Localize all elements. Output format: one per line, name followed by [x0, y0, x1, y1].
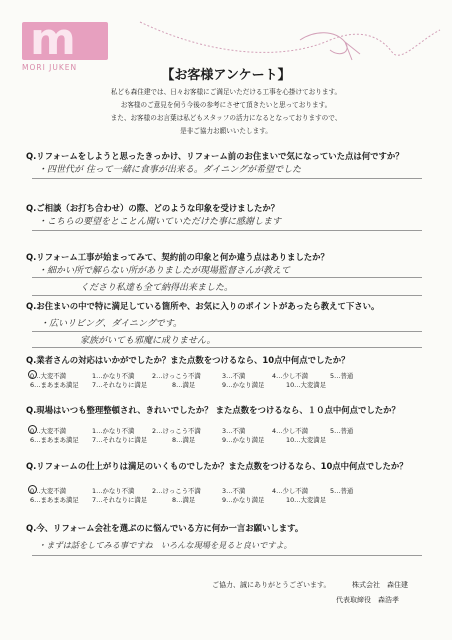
- answer-4-line-1: ・広いリビング、ダイニングです。: [40, 319, 183, 329]
- rating-2-option: 0…大変不満: [30, 427, 67, 435]
- page-title: 【お客様アンケート】: [161, 68, 291, 83]
- question-1: Q.リフォームをしようと思ったきっかけ、リフォーム前のお住まいで気になっていた点は何ですか？: [26, 151, 404, 161]
- rating-3-option: 6…まあまあ満足: [30, 496, 79, 504]
- rating-2-option: 10…大変満足: [286, 436, 327, 444]
- intro-line: 私ども森住建では、日々お客様にご満足いただける工事を心掛けております。: [110, 88, 342, 96]
- rating-2-option: 1…かなり不満: [92, 427, 135, 435]
- rating-1-option: 0…大変不満: [30, 372, 67, 380]
- rating-question-2: Q.現場はいつも整理整頓され、きれいでしたか？ また点数をつけるなら、１０点中何点でしたか？: [26, 405, 400, 415]
- intro-line: 是非ご協力お願いいたします。: [180, 127, 272, 135]
- selected-circle: [28, 425, 37, 434]
- rating-3-option: 0…大変不満: [30, 487, 67, 495]
- rating-question-1: Q.業者さんの対応はいかがでしたか？また点数をつけるなら、10点中何点でしたか？: [26, 355, 350, 365]
- rating-3-option: 8…満足: [172, 496, 196, 504]
- footer-representative: 代表取締役 森浩孝: [336, 596, 399, 604]
- intro-line: また、お客様のお言葉は私どもスタッフの活力になるとなっておりますので、: [110, 114, 342, 122]
- question-4: Q.お住まいの中で特に満足している箇所や、お気に入りのポイントがあったら教えて下さい。: [26, 301, 380, 311]
- rating-2-option: 3…不満: [222, 427, 246, 435]
- rating-3-option: 10…大変満足: [286, 496, 327, 504]
- logo-mark: m: [30, 14, 74, 65]
- answer-underline: [32, 178, 422, 179]
- answer-3-line-2: くださり私達も全て納得出来ました。: [80, 283, 234, 293]
- intro-line: お客様のご意見を伺う今後の参考にさせて頂きたいと思っております。: [120, 101, 332, 109]
- rating-1-option: 5…普通: [330, 372, 354, 380]
- rating-2-option: 8…満足: [172, 436, 196, 444]
- rating-1-option: 4…少し不満: [272, 372, 309, 380]
- selected-circle: [28, 370, 37, 379]
- question-last: Q.今、リフォーム会社を選ぶのに悩んでいる方に何か一言お願いします。: [26, 523, 304, 533]
- answer-2-line-1: ・こちらの要望をとことん聞いていただけた事に感謝します: [38, 217, 282, 227]
- rating-2-option: 4…少し不満: [272, 427, 309, 435]
- question-3: Q.リフォーム工事が始まってみて、契約前の印象と何か違う点はありましたか？: [26, 252, 329, 262]
- answer-last: ・まずは話をしてみる事ですね いろんな現場を見ると良いですよ。: [38, 540, 292, 550]
- rating-2-option: 7…それなりに満足: [92, 436, 148, 444]
- rating-1-option: 3…不満: [222, 372, 246, 380]
- rating-3-option: 1…かなり不満: [92, 487, 135, 495]
- rating-2-option: 5…普通: [330, 427, 354, 435]
- answer-4-line-2: 家族がいても邪魔に成りません。: [80, 336, 216, 346]
- answer-underline: [32, 277, 422, 278]
- rating-3-option: 5…普通: [330, 487, 354, 495]
- rating-1-option: 7…それなりに満足: [92, 381, 148, 389]
- rating-3-option: 3…不満: [222, 487, 246, 495]
- answer-underline: [32, 295, 422, 296]
- answer-underline: [32, 230, 422, 231]
- logo-text: MORI JUKEN: [22, 63, 78, 72]
- rating-2-option: 6…まあまあ満足: [30, 436, 79, 444]
- question-2: Q.ご相談（お打ち合わせ）の際、どのような印象を受けましたか？: [26, 203, 280, 213]
- rating-3-option: 2…けっこう不満: [152, 487, 201, 495]
- rating-1-option: 6…まあまあ満足: [30, 381, 79, 389]
- rating-1-option: 2…けっこう不満: [152, 372, 201, 380]
- answer-1-line-1: ・四世代が 住って一緒に食事が出来る。ダイニングが希望でした: [38, 165, 302, 175]
- rating-1-option: 10…大変満足: [286, 381, 327, 389]
- rating-3-option: 7…それなりに満足: [92, 496, 148, 504]
- selected-circle: [28, 485, 37, 494]
- answer-underline: [32, 347, 422, 348]
- rating-1-option: 1…かなり不満: [92, 372, 135, 380]
- answer-3-line-1: ・細かい所で解らない所がありましたが現場監督さんが教えて: [38, 266, 291, 276]
- rating-1-option: 8…満足: [172, 381, 196, 389]
- rating-1-option: 9…かなり満足: [222, 381, 265, 389]
- footer-thanks: ご協力、誠にありがとうございます。: [212, 581, 331, 589]
- rating-3-option: 4…少し不満: [272, 487, 309, 495]
- footer-company: 株式会社 森住建: [352, 581, 408, 589]
- rating-2-option: 2…けっこう不満: [152, 427, 201, 435]
- rating-question-3: Q.リフォームの仕上がりは満足のいくものでしたか？また点数をつけるなら、10点中何点でしたか？: [26, 461, 408, 471]
- rating-3-option: 9…かなり満足: [222, 496, 265, 504]
- answer-underline: [32, 331, 422, 332]
- rating-2-option: 9…かなり満足: [222, 436, 265, 444]
- answer-underline: [32, 555, 422, 556]
